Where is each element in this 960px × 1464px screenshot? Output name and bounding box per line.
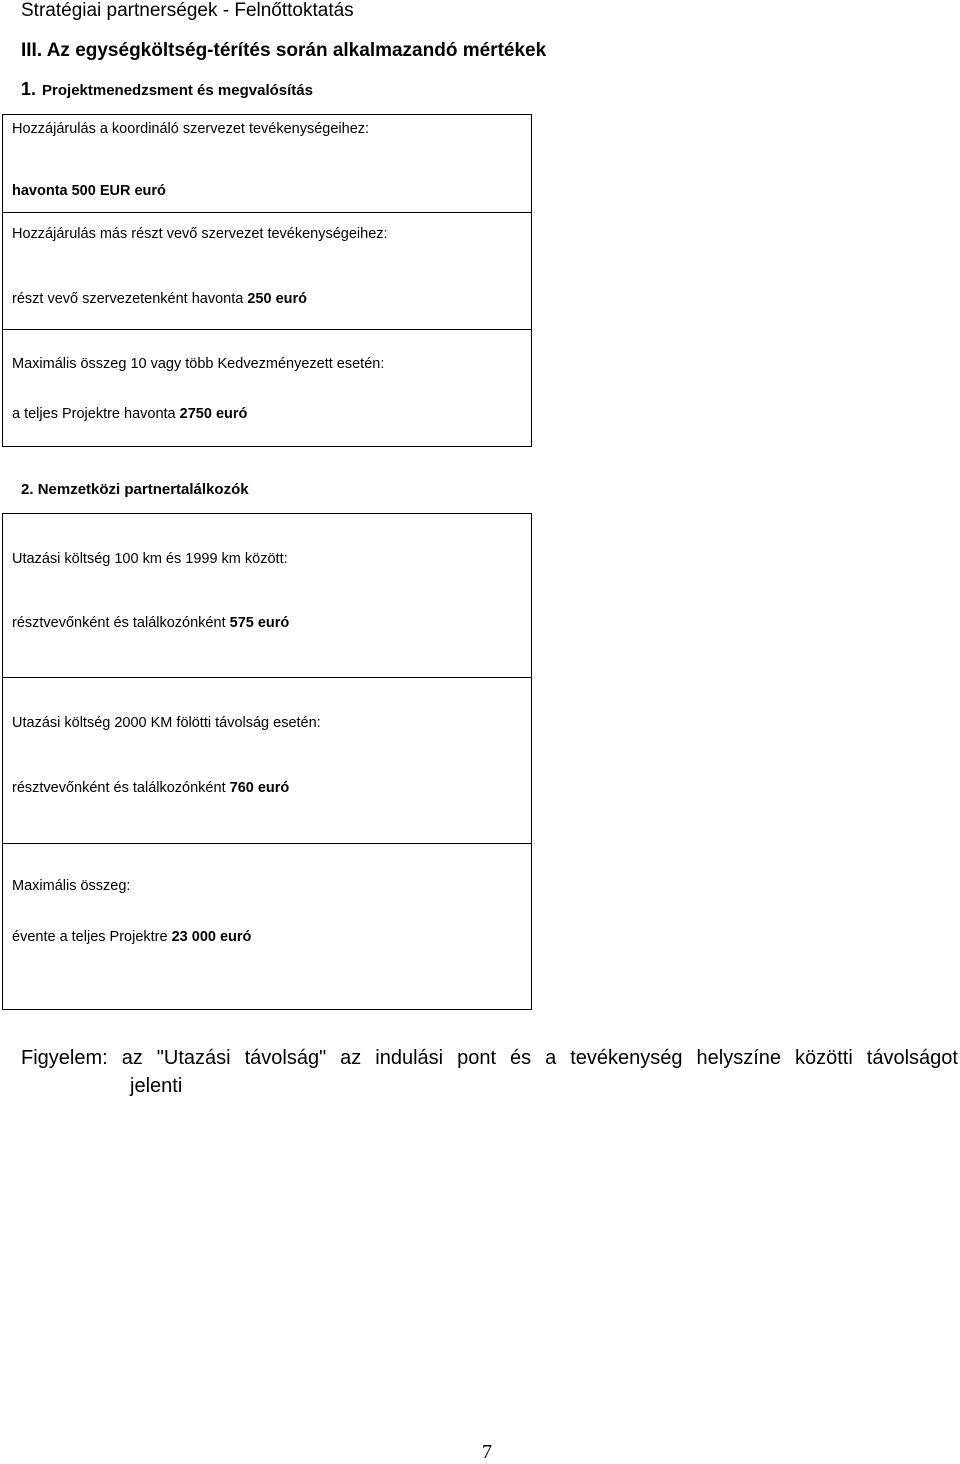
rate-amount: 575 euró <box>229 615 290 631</box>
note-word: Figyelem: <box>21 1047 108 1069</box>
note-word: pont <box>457 1047 497 1069</box>
rate-box-partner <box>2 213 532 330</box>
rate-amount: havonta 500 EUR euró <box>12 183 166 199</box>
rate-value <box>12 182 166 200</box>
distance-note <box>21 1044 958 1100</box>
rate-value <box>12 290 307 308</box>
subsection-number: 2. <box>21 481 34 498</box>
note-word: indulási <box>375 1047 444 1069</box>
document-title: Stratégiai partnerségek - Felnőttoktatás <box>21 0 354 21</box>
rate-value-text: résztvevőnként és találkozónként <box>12 780 230 796</box>
rate-value-text: résztvevőnként és találkozónként <box>12 615 230 631</box>
rate-value-text: részt vevő szervezetenként havonta <box>12 291 248 307</box>
subsection-number: 1. <box>21 79 37 99</box>
rate-value-text: a teljes Projektre havonta <box>12 406 180 422</box>
rate-box-koordinalo <box>2 114 532 213</box>
subsection-heading-partnertalalkozok <box>21 481 249 499</box>
note-word: helyszíne <box>696 1047 781 1069</box>
rate-label: Maximális összeg: <box>12 878 131 894</box>
rate-value <box>12 928 251 946</box>
rate-value-text: évente a teljes Projektre <box>12 929 172 945</box>
note-word: a <box>545 1047 557 1069</box>
note-line-2: jelenti <box>130 1075 183 1097</box>
rate-amount: 2750 euró <box>179 406 248 422</box>
subsection-title: Nemzetközi partnertalálkozók <box>37 481 249 498</box>
note-word: távolság" <box>244 1047 327 1069</box>
section-heading: III. Az egységköltség-térítés során alkalmazandó mértékek <box>21 40 547 61</box>
rate-value <box>12 614 289 632</box>
rate-amount: 760 euró <box>229 780 290 796</box>
note-line-1 <box>21 1044 958 1072</box>
note-word: az <box>340 1047 362 1069</box>
subsection-title: Projektmenedzsment és megvalósítás <box>42 82 313 99</box>
rate-box-travel-100-1999 <box>2 513 532 678</box>
rate-amount: 250 euró <box>247 291 308 307</box>
rate-box-annual-maximum <box>2 844 532 1010</box>
rate-label: Hozzájárulás más részt vevő szervezet tevékenységeihez: <box>12 226 388 242</box>
subsection-heading-projektmenedzsment <box>21 80 313 100</box>
rate-amount: 23 000 euró <box>171 929 252 945</box>
rate-label: Maximális összeg 10 vagy több Kedvezményezett esetén: <box>12 356 385 372</box>
note-word: távolságot <box>866 1047 958 1069</box>
note-word: közötti <box>794 1047 853 1069</box>
rate-label: Utazási költség 100 km és 1999 km között: <box>12 551 288 567</box>
page-number: 7 <box>482 1441 492 1463</box>
rate-label: Utazási költség 2000 KM fölötti távolság esetén: <box>12 715 321 731</box>
rate-label: Hozzájárulás a koordináló szervezet tevékenységeihez: <box>12 121 370 137</box>
note-word: "Utazási <box>156 1047 231 1069</box>
rate-box-travel-2000-plus <box>2 678 532 844</box>
note-word: és <box>510 1047 532 1069</box>
rate-box-maximum <box>2 330 532 447</box>
note-word: tevékenység <box>570 1047 683 1069</box>
rate-value <box>12 405 247 423</box>
note-word: az <box>121 1047 143 1069</box>
rate-value <box>12 779 289 797</box>
